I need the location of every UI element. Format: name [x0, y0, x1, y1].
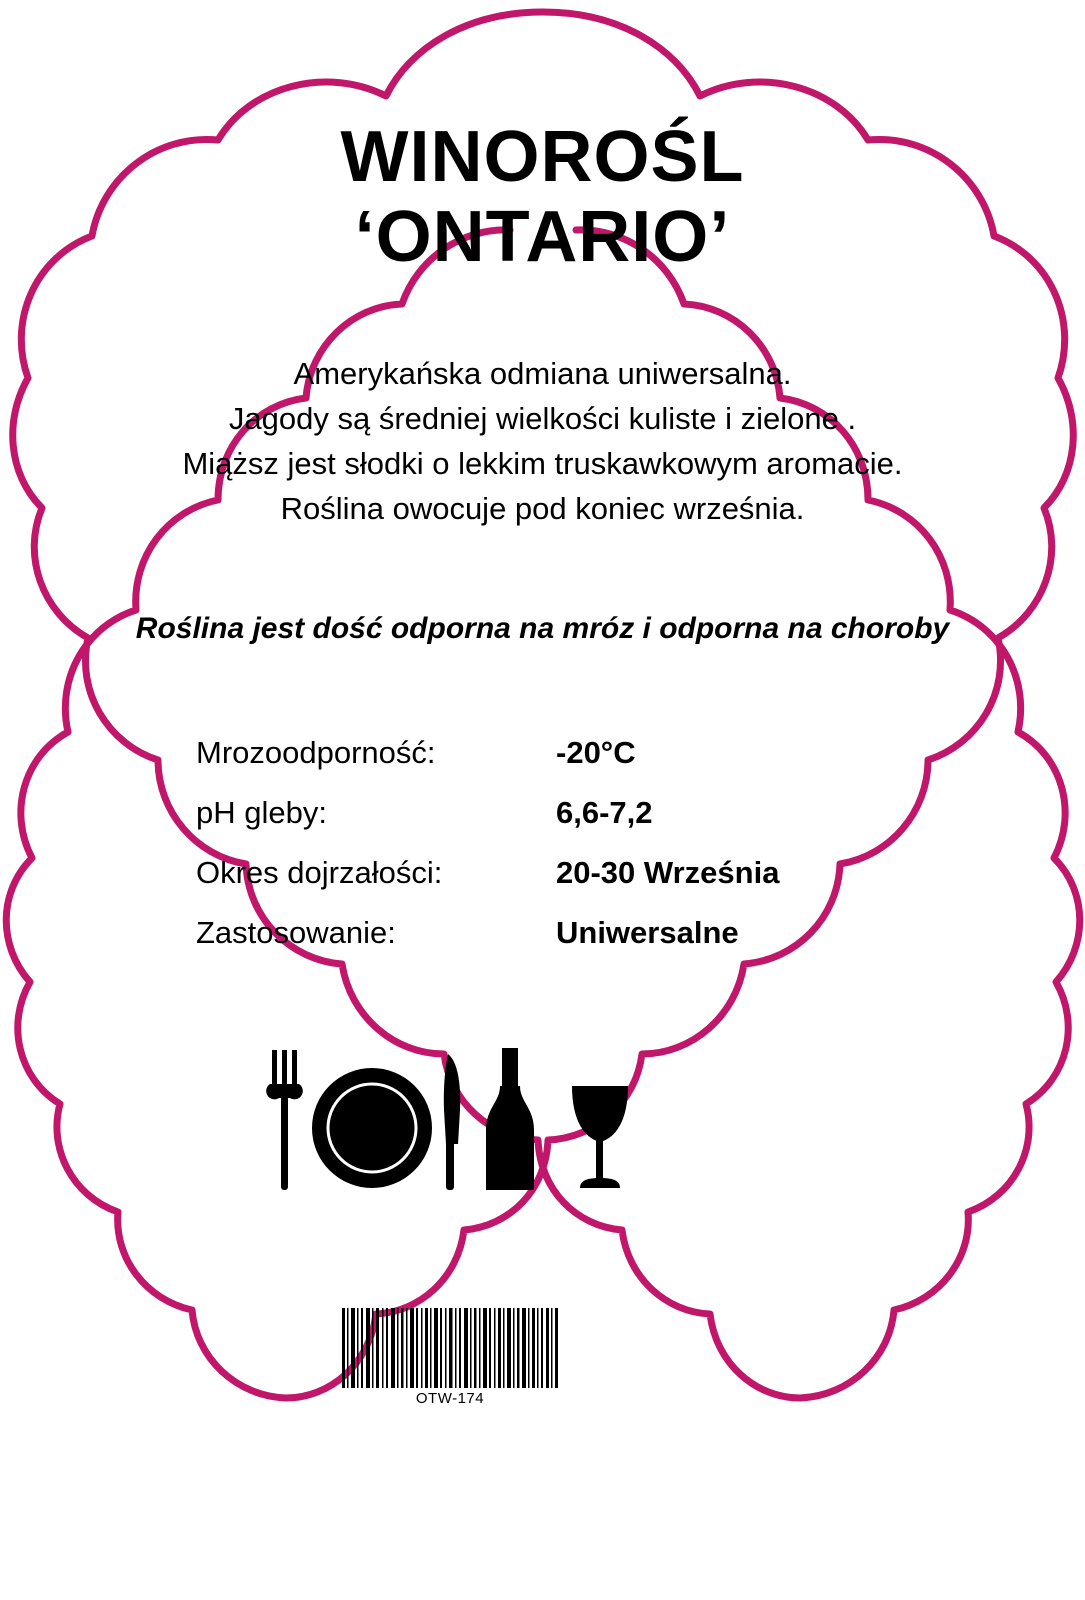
hardiness-note: Roślina jest dość odporna na mróz i odporna na choroby — [135, 612, 950, 645]
spec-value-soil-ph: 6,6-7,2 — [556, 795, 653, 830]
description-line: Roślina owocuje pod koniec września. — [280, 490, 805, 526]
spec-row — [196, 735, 896, 771]
plate-icon — [312, 1068, 432, 1188]
page-title — [0, 117, 1085, 278]
title-cultivar-name: ‘ONTARIO’ — [354, 196, 731, 277]
spec-value-frost-hardiness: -20°C — [556, 735, 636, 770]
spec-row — [196, 915, 896, 951]
barcode-number: OTW-174 — [415, 1390, 485, 1407]
spec-label-usage: Zastosowanie: — [196, 915, 396, 950]
title-plant-type: WINOROŚL — [340, 117, 745, 197]
wine-bottle-icon — [486, 1048, 534, 1190]
spec-value-usage: Uniwersalne — [556, 915, 739, 950]
description-line: Jagody są średniej wielkości kuliste i zielone . — [228, 400, 857, 436]
spec-row — [196, 855, 896, 891]
spec-label-soil-ph: pH gleby: — [196, 795, 327, 830]
spec-row — [196, 795, 896, 831]
usage-icon-row — [262, 1040, 662, 1220]
fork-icon — [266, 1050, 303, 1190]
description-line: Miąższ jest słodki o lekkim truskawkowym aromacie. — [182, 445, 903, 481]
barcode-block — [340, 1308, 560, 1407]
wine-glass-icon — [572, 1086, 628, 1188]
spec-label-frost-hardiness: Mrozoodporność: — [196, 735, 436, 770]
specification-table — [196, 735, 896, 975]
barcode-icon — [340, 1308, 560, 1388]
description-line: Amerykańska odmiana uniwersalna. — [293, 356, 792, 391]
knife-icon — [444, 1054, 460, 1190]
spec-label-ripening-period: Okres dojrzałości: — [196, 855, 443, 890]
description-block — [60, 352, 1025, 532]
spec-value-ripening-period: 20-30 Września — [556, 855, 780, 890]
